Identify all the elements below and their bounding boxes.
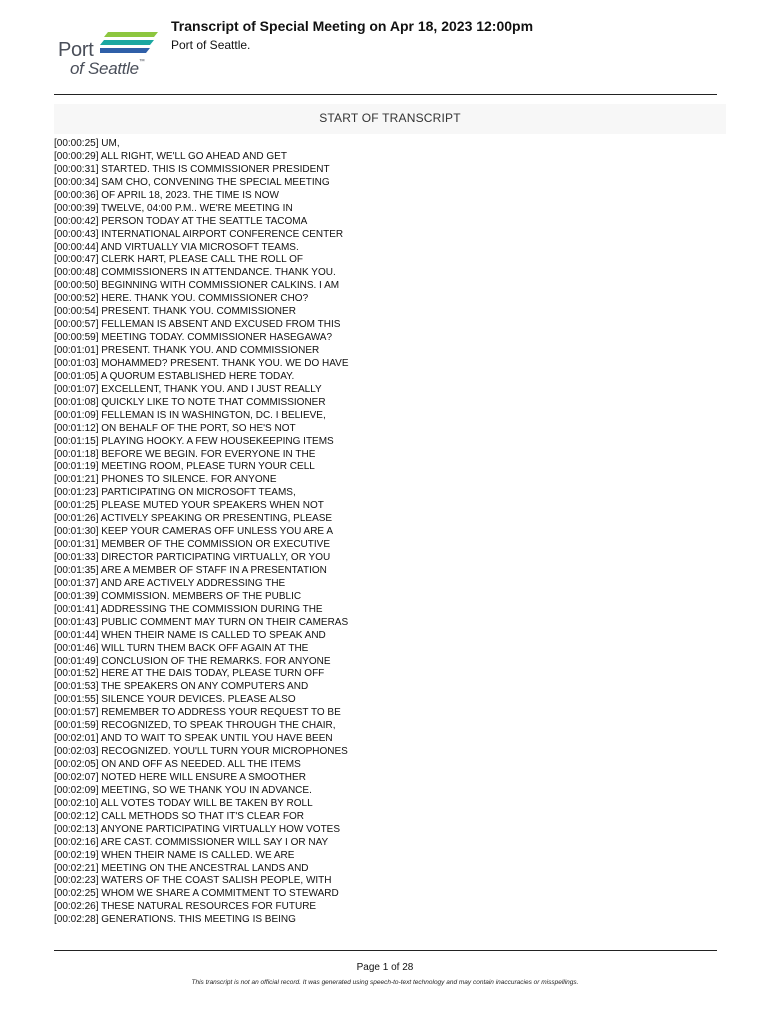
transcript-line: [00:01:55] SILENCE YOUR DEVICES. PLEASE ALSO	[54, 694, 296, 706]
transcript-line: [00:01:03] MOHAMMED? PRESENT. THANK YOU. WE DO HAVE	[54, 357, 349, 369]
transcript-body	[54, 138, 349, 927]
transcript-start-label: START OF TRANSCRIPT	[319, 111, 461, 125]
transcript-line: [00:01:26] ACTIVELY SPEAKING OR PRESENTING, PLEASE	[54, 513, 333, 525]
transcript-line: [00:00:47] CLERK HART, PLEASE CALL THE ROLL OF	[54, 254, 303, 266]
transcript-line: [00:00:52] HERE. THANK YOU. COMMISSIONER CHO?	[54, 293, 309, 305]
footer-disclaimer: This transcript is not an official record. It was generated using speech-to-text technology and may contain inaccuracies or misspellings.	[191, 979, 579, 986]
transcript-line: [00:00:44] AND VIRTUALLY VIA MICROSOFT TEAMS.	[54, 241, 299, 253]
transcript-line: [00:02:19] WHEN THEIR NAME IS CALLED. WE ARE	[54, 849, 295, 861]
transcript-line: [00:00:25] UM,	[54, 138, 120, 149]
transcript-line: [00:01:05] A QUORUM ESTABLISHED HERE TODAY.	[54, 370, 295, 382]
logo-word-of-seattle-text: of Seattle	[70, 59, 139, 78]
transcript-line: [00:02:25] WHOM WE SHARE A COMMITMENT TO STEWARD	[54, 888, 339, 900]
transcript-line: [00:01:08] QUICKLY LIKE TO NOTE THAT COMMISSIONER	[54, 396, 326, 408]
transcript-line: [00:02:12] CALL METHODS SO THAT IT'S CLEAR FOR	[54, 810, 304, 822]
transcript-line: [00:01:49] CONCLUSION OF THE REMARKS. FOR ANYONE	[54, 655, 331, 667]
transcript-line: [00:01:41] ADDRESSING THE COMMISSION DURING THE	[54, 603, 323, 615]
transcript-line: [00:02:01] AND TO WAIT TO SPEAK UNTIL YOU HAVE BEEN	[54, 733, 333, 745]
transcript-line: [00:01:18] BEFORE WE BEGIN. FOR EVERYONE IN THE	[54, 448, 316, 460]
transcript-line: [00:02:03] RECOGNIZED. YOU'LL TURN YOUR MICROPHONES	[54, 746, 348, 758]
transcript-line: [00:02:16] ARE CAST. COMMISSIONER WILL SAY I OR NAY	[54, 836, 329, 848]
transcript-line: [00:01:25] PLEASE MUTED YOUR SPEAKERS WHEN NOT	[54, 500, 324, 512]
transcript-line: [00:02:05] ON AND OFF AS NEEDED. ALL THE ITEMS	[54, 759, 301, 770]
logo-trademark: ™	[138, 59, 145, 65]
transcript-line: [00:00:42] PERSON TODAY AT THE SEATTLE TACOMA	[54, 215, 308, 227]
transcript-line: [00:02:10] ALL VOTES TODAY WILL BE TAKEN BY ROLL	[54, 797, 313, 809]
transcript-start-banner	[54, 104, 726, 134]
document-title: Transcript of Special Meeting on Apr 18, 2023 12:00pm	[171, 18, 534, 34]
transcript-line: [00:01:37] AND ARE ACTIVELY ADDRESSING THE	[54, 577, 286, 589]
transcript-line: [00:01:15] PLAYING HOOKY. A FEW HOUSEKEEPING ITEMS	[54, 435, 334, 447]
organization-name: Port of Seattle.	[171, 38, 251, 52]
transcript-line: [00:00:36] OF APRIL 18, 2023. THE TIME IS NOW	[54, 189, 279, 201]
transcript-line: [00:01:07] EXCELLENT, THANK YOU. AND I JUST REALLY	[54, 383, 322, 395]
transcript-line: [00:02:09] MEETING, SO WE THANK YOU IN ADVANCE.	[54, 784, 312, 796]
logo-stripes-icon	[100, 32, 158, 54]
transcript-line: [00:02:23] WATERS OF THE COAST SALISH PEOPLE, WITH	[54, 875, 332, 887]
port-of-seattle-logo	[56, 30, 160, 78]
transcript-line: [00:01:35] ARE A MEMBER OF STAFF IN A PRESENTATION	[54, 564, 327, 576]
transcript-line: [00:01:46] WILL TURN THEM BACK OFF AGAIN AT THE	[54, 642, 309, 654]
transcript-line: [00:00:39] TWELVE, 04:00 P.M.. WE'RE MEETING IN	[54, 202, 293, 214]
transcript-line: [00:00:57] FELLEMAN IS ABSENT AND EXCUSED FROM THIS	[54, 319, 341, 331]
transcript-line: [00:01:01] PRESENT. THANK YOU. AND COMMISSIONER	[54, 345, 320, 356]
transcript-line: [00:00:43] INTERNATIONAL AIRPORT CONFERENCE CENTER	[54, 228, 344, 240]
logo-word-of-seattle	[70, 59, 145, 79]
transcript-line: [00:01:52] HERE AT THE DAIS TODAY, PLEASE TURN OFF	[54, 668, 325, 680]
transcript-line: [00:01:30] KEEP YOUR CAMERAS OFF UNLESS YOU ARE A	[54, 526, 333, 538]
transcript-line: [00:01:59] RECOGNIZED, TO SPEAK THROUGH THE CHAIR,	[54, 720, 336, 732]
transcript-line: [00:00:31] STARTED. THIS IS COMMISSIONER PRESIDENT	[54, 163, 330, 175]
transcript-line: [00:01:21] PHONES TO SILENCE. FOR ANYONE	[54, 474, 277, 486]
transcript-line: [00:01:43] PUBLIC COMMENT MAY TURN ON THEIR CAMERAS	[54, 616, 349, 628]
transcript-line: [00:01:44] WHEN THEIR NAME IS CALLED TO SPEAK AND	[54, 629, 326, 641]
transcript-line: [00:01:39] COMMISSION. MEMBERS OF THE PUBLIC	[54, 590, 302, 602]
footer-divider	[54, 950, 717, 951]
transcript-line: [00:01:09] FELLEMAN IS IN WASHINGTON, DC. I BELIEVE,	[54, 409, 326, 421]
transcript-line: [00:00:54] PRESENT. THANK YOU. COMMISSIONER	[54, 306, 296, 318]
transcript-line: [00:02:26] THESE NATURAL RESOURCES FOR FUTURE	[54, 901, 317, 913]
page-number: Page 1 of 28	[356, 962, 414, 973]
transcript-line: [00:01:19] MEETING ROOM, PLEASE TURN YOUR CELL	[54, 461, 315, 473]
transcript-line: [00:01:33] DIRECTOR PARTICIPATING VIRTUALLY, OR YOU	[54, 552, 331, 563]
transcript-line: [00:00:34] SAM CHO, CONVENING THE SPECIAL MEETING	[54, 176, 330, 188]
header-divider	[54, 94, 717, 95]
transcript-line: [00:00:59] MEETING TODAY. COMMISSIONER HASEGAWA?	[54, 332, 333, 344]
transcript-line: [00:02:07] NOTED HERE WILL ENSURE A SMOOTHER	[54, 771, 306, 783]
transcript-line: [00:01:31] MEMBER OF THE COMMISSION OR EXECUTIVE	[54, 539, 330, 551]
transcript-line: [00:01:23] PARTICIPATING ON MICROSOFT TEAMS,	[54, 487, 296, 499]
logo-word-port: Port	[58, 39, 94, 61]
transcript-line: [00:00:50] BEGINNING WITH COMMISSIONER CALKINS. I AM	[54, 280, 340, 292]
transcript-line: [00:02:13] ANYONE PARTICIPATING VIRTUALLY HOW VOTES	[54, 823, 341, 835]
transcript-line: [00:00:29] ALL RIGHT, WE'LL GO AHEAD AND GET	[54, 150, 287, 162]
transcript-line: [00:02:28] GENERATIONS. THIS MEETING IS BEING	[54, 914, 296, 926]
transcript-line: [00:01:57] REMEMBER TO ADDRESS YOUR REQUEST TO BE	[54, 707, 341, 719]
transcript-line: [00:01:12] ON BEHALF OF THE PORT, SO HE'S NOT	[54, 422, 296, 434]
transcript-line: [00:00:48] COMMISSIONERS IN ATTENDANCE. THANK YOU.	[54, 267, 336, 279]
transcript-line: [00:01:53] THE SPEAKERS ON ANY COMPUTERS AND	[54, 681, 309, 693]
transcript-line: [00:02:21] MEETING ON THE ANCESTRAL LANDS AND	[54, 862, 309, 874]
